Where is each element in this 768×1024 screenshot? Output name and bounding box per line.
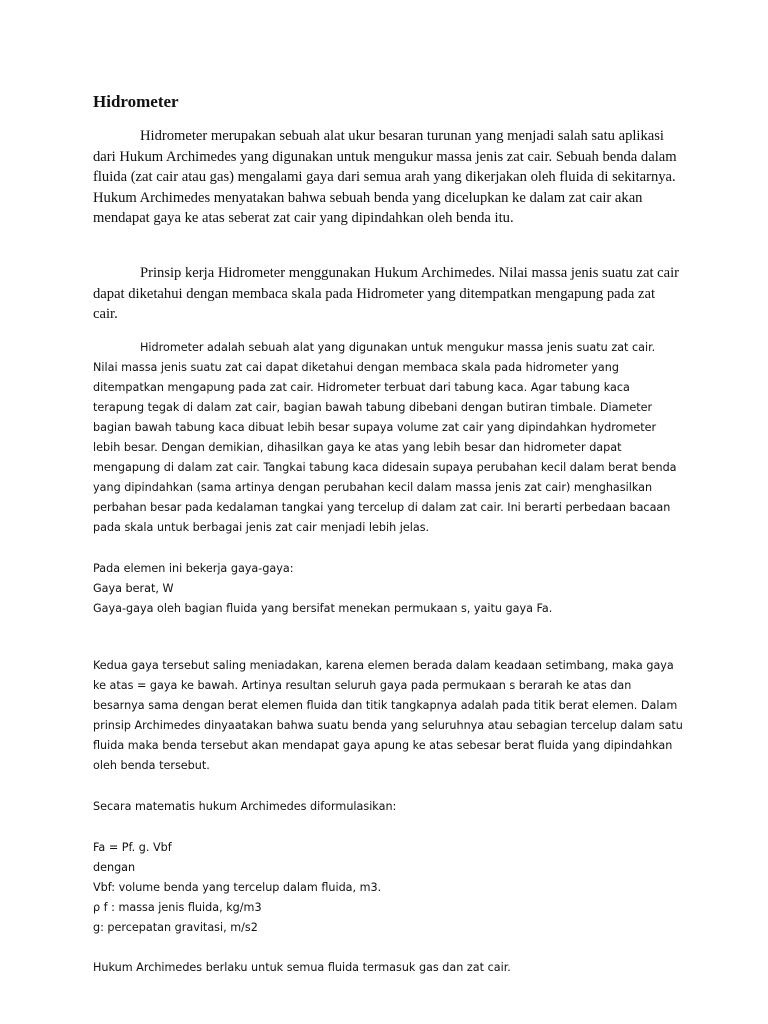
paragraph-hydrometer-description: Hidrometer adalah sebuah alat yang digunakan untuk mengukur massa jenis suatu zat cair. Nilai massa jenis suatu zat cai dapat diketahui dengan membaca skala pada hidrometer yang ditempatkan mengapung pada zat cair. Hidrometer terbuat dari tabung kaca. Agar tabung kaca terapung tegak di dalam zat cair, bagian bawah tabung dibebani dengan butiran timbale. Diameter bagian bawah tabung kaca dibuat lebih besar supaya volume zat cair yang dipindahkan hydrometer lebih besar. Dengan demikian, dihasilkan gaya ke atas yang lebih besar dan hidrometer dapat mengapung di dalam zat cair. Tangkai tabung kaca didesain supaya perubahan kecil dalam berat benda yang dipindahkan (sama artinya dengan perubahan kecil dalam massa jenis zat cair) menghasilkan perbahan besar pada kedalaman tangkai yang tercelup di dalam zat cair. Ini berarti perbedaan bacaan pada skala untuk berbagai jenis zat cair menjadi lebih jelas.: [93, 341, 677, 534]
forces-intro: Pada elemen ini bekerja gaya-gaya:: [93, 562, 294, 575]
force-weight: Gaya berat, W: [93, 582, 174, 595]
variable-g: g: percepatan gravitasi, m/s2: [93, 921, 258, 934]
document-title: Hidrometer: [93, 92, 179, 111]
paragraph-equilibrium: Kedua gaya tersebut saling meniadakan, karena elemen berada dalam keadaan setimbang, maka gaya ke atas = gaya ke bawah. Artinya resultan seluruh gaya pada permukaan s berarah ke atas dan besarnya sama dengan berat elemen fluida dan titik tangkapnya adalah pada titik berat elemen. Dalam prinsip Archimedes dinyaatakan bahwa suatu benda yang seluruhnya atau sebagian tercelup dalam satu fluida maka benda tersebut akan mendapat gaya apung ke atas sebesar berat fluida yang dipindahkan oleh benda tersebut.: [93, 659, 683, 772]
paragraph-working-principle: Prinsip kerja Hidrometer menggunakan Hukum Archimedes. Nilai massa jenis suatu zat cair dapat diketahui dengan membaca skala pada Hidrometer yang ditempatkan mengapung pada zat cair.: [93, 265, 680, 323]
formula-intro: Secara matematis hukum Archimedes diformulasikan:: [93, 800, 397, 813]
variable-rho: ρ f : massa jenis fluida, kg/m3: [93, 901, 262, 914]
force-fluid: Gaya-gaya oleh bagian fluida yang bersifat menekan permukaan s, yaitu gaya Fa.: [93, 602, 553, 615]
variable-vbf: Vbf: volume benda yang tercelup dalam fluida, m3.: [93, 881, 382, 894]
formula-with: dengan: [93, 861, 136, 874]
paragraph-definition: Hidrometer merupakan sebuah alat ukur besaran turunan yang menjadi salah satu aplikasi dari Hukum Archimedes yang digunakan untuk mengukur massa jenis zat cair. Sebuah benda dalam fluida (zat cair atau gas) mengalami gaya dari semua arah yang dikerjakan oleh fluida di sekitarnya. Hukum Archimedes menyatakan bahwa sebuah benda yang dicelupkan ke dalam zat cair akan mendapat gaya ke atas seberat zat cair yang dipindahkan oleh benda itu.: [93, 128, 677, 227]
formula: Fa = Pf. g. Vbf: [93, 841, 172, 854]
conclusion: Hukum Archimedes berlaku untuk semua fluida termasuk gas dan zat cair.: [93, 961, 511, 974]
